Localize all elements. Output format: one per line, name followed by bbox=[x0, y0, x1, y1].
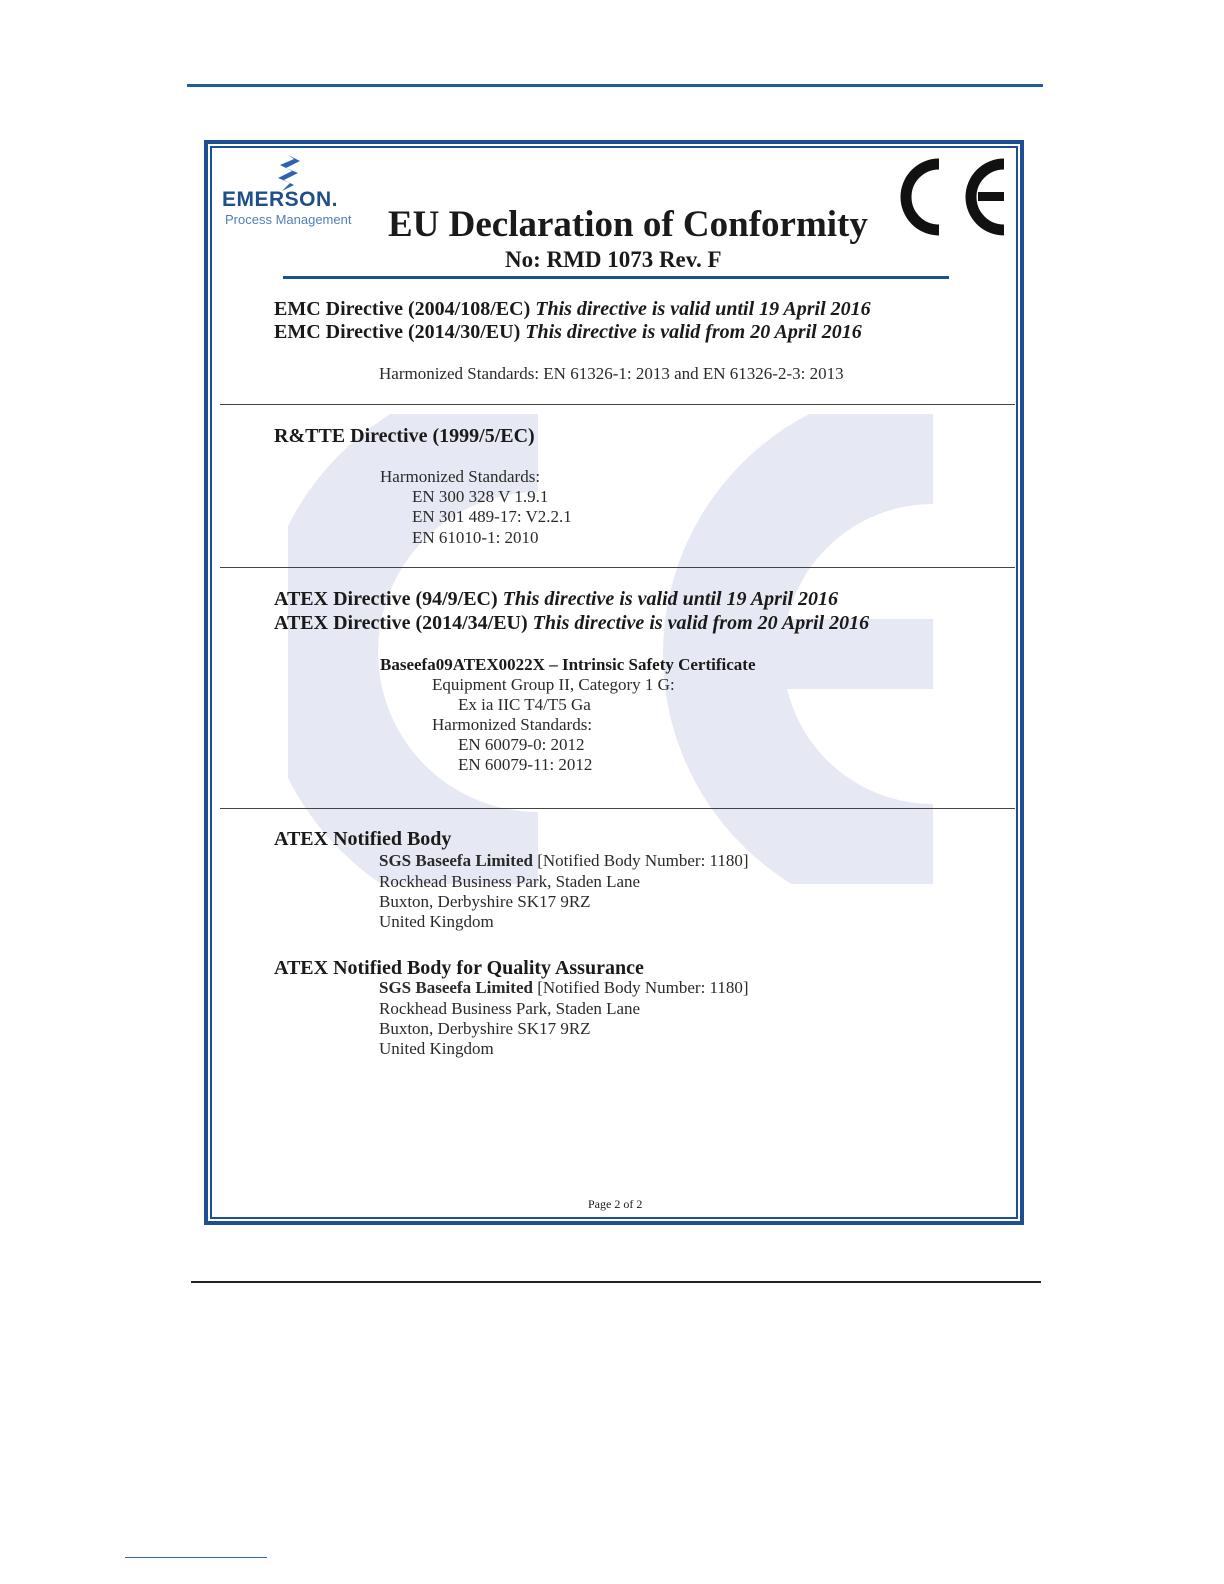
brand-name: EMERSON. bbox=[222, 188, 339, 211]
emc-standards: Harmonized Standards: EN 61326-1: 2013 and EN 61326-2-3: 2013 bbox=[379, 364, 844, 383]
atex-certificate: Baseefa09ATEX0022X – Intrinsic Safety Certificate bbox=[380, 655, 756, 674]
rtte-directive-heading: R&TTE Directive (1999/5/EC) bbox=[274, 425, 535, 447]
notified-body-qa-address: United Kingdom bbox=[379, 1039, 494, 1058]
notified-body-heading: ATEX Notified Body bbox=[274, 828, 452, 850]
notified-body-qa-heading: ATEX Notified Body for Quality Assurance bbox=[274, 957, 644, 979]
footer-rule bbox=[191, 1281, 1041, 1283]
notified-body-address: Buxton, Derbyshire SK17 9RZ bbox=[379, 892, 591, 911]
atex-standards-label: Harmonized Standards: bbox=[432, 715, 593, 734]
atex-directive-line-2: ATEX Directive (2014/34/EU) This directive is valid from 20 April 2016 bbox=[274, 612, 870, 634]
atex-directive-line-1: ATEX Directive (94/9/EC) This directive is valid until 19 April 2016 bbox=[274, 588, 839, 610]
rtte-standard-item: EN 61010-1: 2010 bbox=[412, 528, 539, 547]
title-rule bbox=[283, 276, 949, 279]
header-rule bbox=[187, 84, 1043, 87]
notified-body-qa-address: Rockhead Business Park, Staden Lane bbox=[379, 999, 641, 1018]
document-title: EU Declaration of Conformity bbox=[388, 204, 868, 245]
brand-subtitle: Process Management bbox=[225, 212, 352, 227]
ce-mark-icon bbox=[896, 157, 1010, 237]
section-divider bbox=[220, 808, 1015, 809]
notified-body-address: United Kingdom bbox=[379, 912, 494, 931]
rtte-standards-label: Harmonized Standards: bbox=[380, 467, 541, 486]
atex-equipment-group: Equipment Group II, Category 1 G: bbox=[432, 675, 675, 694]
atex-marking: Ex ia IIC T4/T5 Ga bbox=[458, 695, 591, 714]
section-divider bbox=[220, 567, 1015, 568]
document-number: No: RMD 1073 Rev. F bbox=[505, 247, 722, 272]
emc-directive-line-1: EMC Directive (2004/108/EC) This directive is valid until 19 April 2016 bbox=[274, 298, 871, 320]
rtte-standard-item: EN 300 328 V 1.9.1 bbox=[412, 487, 549, 506]
notified-body-name-line: SGS Baseefa Limited [Notified Body Number: 1180] bbox=[379, 851, 749, 870]
emc-directive-line-2: EMC Directive (2014/30/EU) This directive is valid from 20 April 2016 bbox=[274, 321, 862, 343]
notified-body-qa-name-line: SGS Baseefa Limited [Notified Body Number: 1180] bbox=[379, 978, 749, 997]
footer-link-mark bbox=[125, 1557, 267, 1558]
notified-body-address: Rockhead Business Park, Staden Lane bbox=[379, 872, 641, 891]
notified-body-qa-address: Buxton, Derbyshire SK17 9RZ bbox=[379, 1019, 591, 1038]
atex-standard-item: EN 60079-0: 2012 bbox=[458, 735, 585, 754]
atex-standard-item: EN 60079-11: 2012 bbox=[458, 755, 593, 774]
emerson-logo-icon bbox=[272, 155, 312, 191]
section-divider bbox=[220, 404, 1015, 405]
page-number: Page 2 of 2 bbox=[588, 1197, 643, 1211]
rtte-standard-item: EN 301 489-17: V2.2.1 bbox=[412, 507, 572, 526]
